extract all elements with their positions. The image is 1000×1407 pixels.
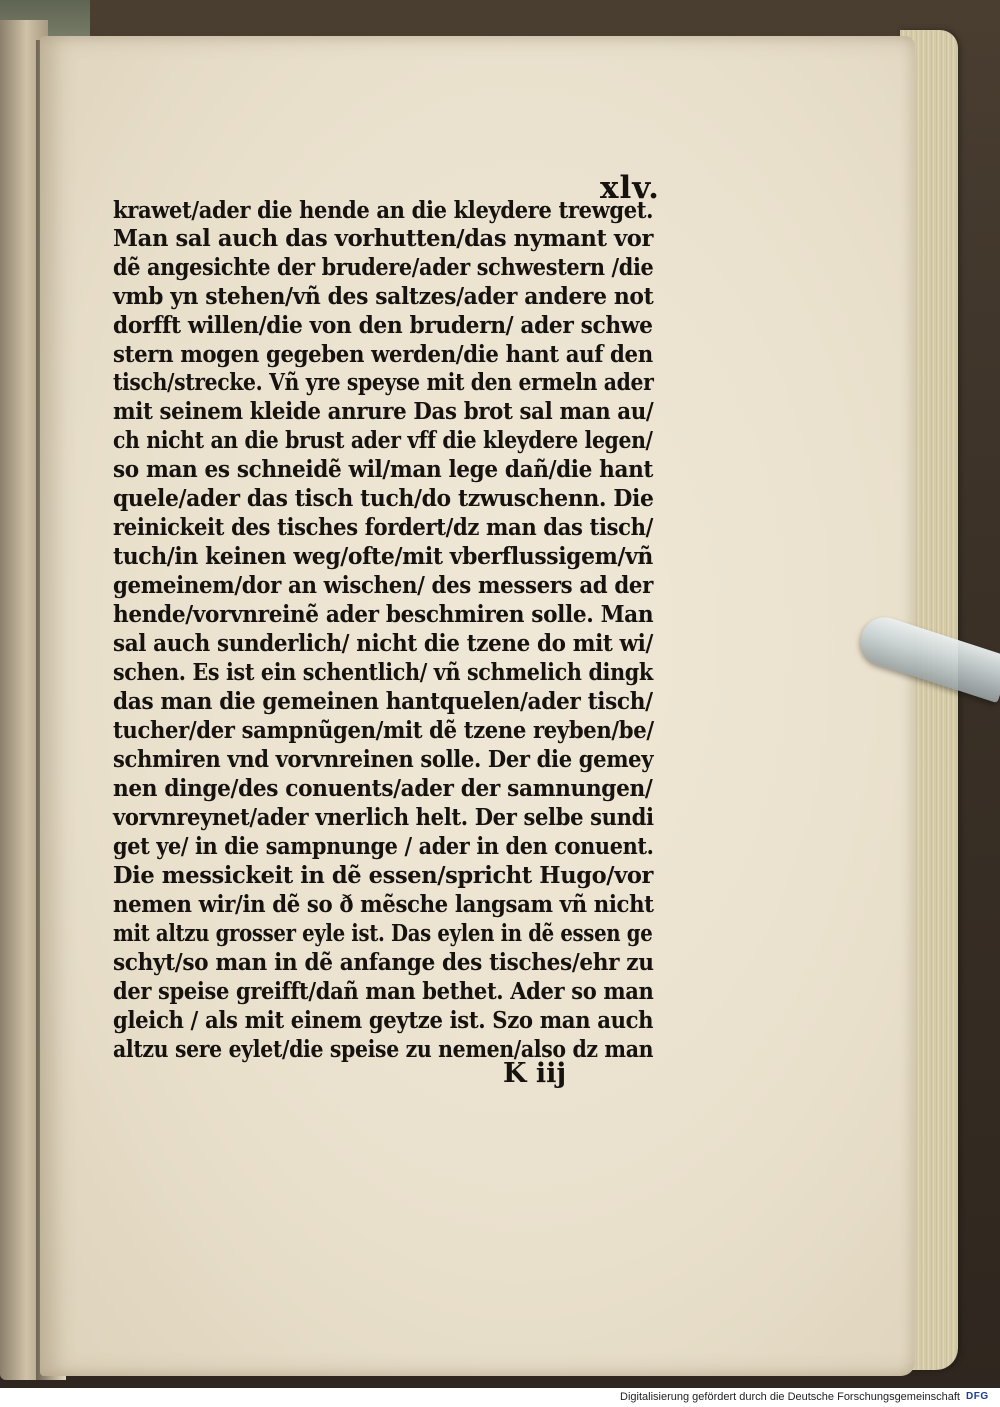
text-line: tucher/der sampnũgen/mit dẽ tzene reyben/be/ xyxy=(113,716,654,744)
text-line: stern mogen gegeben werden/die hant auf den xyxy=(113,340,653,368)
text-line: hende/vorvnreinẽ ader beschmiren solle. Man xyxy=(113,600,654,628)
text-line: nen dinge/des conuents/ader der samnungen/ xyxy=(113,774,653,802)
text-line: schmiren vnd vorvnreinen solle. Der die gemey xyxy=(113,745,654,773)
dfg-logo: DFG xyxy=(966,1391,989,1402)
text-line: mit altzu grosser eyle ist. Das eylen in dẽ essen ge xyxy=(113,919,653,947)
text-line: sal auch sunderlich/ nicht die tzene do mit wi/ xyxy=(113,629,653,657)
text-line: vorvnreynet/ader vnerlich helt. Der selbe sundi xyxy=(113,803,654,831)
text-line: altzu sere eylet/die speise zu nemen/also dz man xyxy=(113,1035,654,1063)
text-line: vmb yn stehen/vñ des saltzes/ader andere not xyxy=(113,282,654,310)
text-line: schyt/so man in dẽ anfange des tisches/ehr zu xyxy=(113,948,654,976)
signature-mark: K iij xyxy=(503,1058,567,1089)
show-through-text xyxy=(270,152,570,192)
text-line: tisch/strecke. Vñ yre speyse mit den ermeln ader xyxy=(113,368,654,396)
text-line: krawet/ader die hende an die kleydere trewget. xyxy=(113,196,654,224)
text-line: das man die gemeinen hantquelen/ader tisch/ xyxy=(113,687,653,715)
text-line: Die messickeit in dẽ essen/spricht Hugo/vor xyxy=(113,861,653,889)
folio-number: xlv. xyxy=(600,170,660,206)
text-line: nemen wir/in dẽ so ð mẽsche langsam vñ nicht xyxy=(113,890,654,918)
text-line: mit seinem kleide anrure Das brot sal man au/ xyxy=(113,397,654,425)
text-line: gemeinem/dor an wischen/ des messers ad der xyxy=(113,571,653,599)
text-line: reinickeit des tisches fordert/dz man das tisch/ xyxy=(113,513,654,541)
text-line: gleich / als mit einem geytze ist. Szo man auch xyxy=(113,1006,654,1034)
text-line: quele/ader das tisch tuch/do tzwuschenn. Die xyxy=(113,484,654,512)
text-line: dẽ angesichte der brudere/ader schwestern /die xyxy=(113,253,654,281)
text-line: get ye/ in die sampnunge / ader in den conuent. xyxy=(113,832,654,860)
text-line: schen. Es ist ein schentlich/ vñ schmelich dingk xyxy=(113,658,653,686)
text-line: tuch/in keinen weg/ofte/mit vberflussigem/vñ xyxy=(113,542,653,570)
text-line: dorfft willen/die von den brudern/ ader schwe xyxy=(113,311,653,339)
text-line: ch nicht an die brust ader vff die kleydere legen/ xyxy=(113,426,653,454)
text-line: der speise greifft/dañ man bethet. Ader so man xyxy=(113,977,654,1005)
footer-bar xyxy=(0,1388,1000,1407)
text-line: so man es schneidẽ wil/man lege dañ/die hant xyxy=(113,455,654,483)
footer-credit: Digitalisierung gefördert durch die Deutsche Forschungsgemeinschaft xyxy=(620,1391,960,1403)
text-line: Man sal auch das vorhutten/das nymant vor xyxy=(113,224,654,252)
